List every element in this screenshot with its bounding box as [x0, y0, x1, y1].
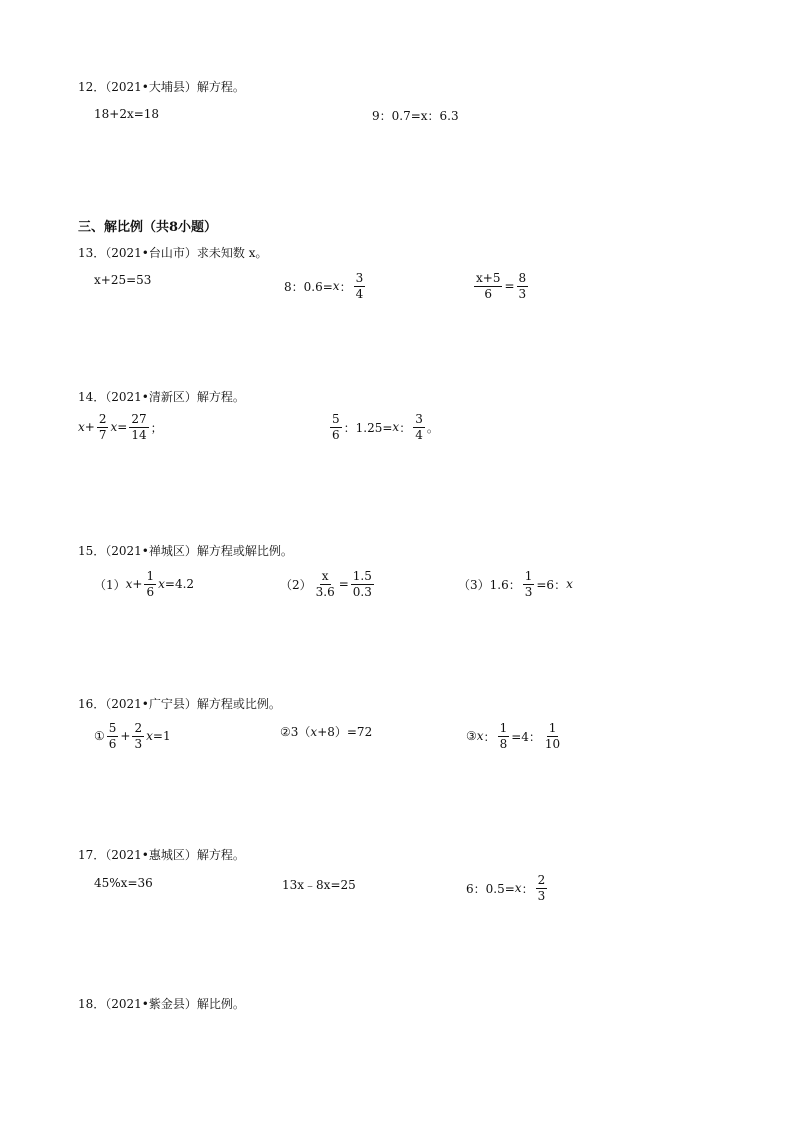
- fraction: $\frac{5}{6}$: [108, 721, 117, 751]
- fraction: $\frac{x}{3.6}$: [315, 569, 335, 599]
- q13-equation-2: 8：0.6= x ： $\frac{3}{4}$: [284, 271, 364, 301]
- q17-equation-3: 6：0.5= x ： $\frac{2}{3}$: [466, 873, 546, 903]
- section-3-heading: 三、解比例（共8小题）: [78, 220, 218, 235]
- question-15-title: 15．（2021•禅城区）解方程或解比例。: [78, 544, 293, 558]
- question-14-title: 14．（2021•清新区）解方程。: [78, 390, 245, 404]
- q15-equation-1: （1） x + $\frac{1}{6}$ x =4.2: [94, 569, 195, 599]
- q12-equation-2: 9：0.7=x：6.3: [372, 109, 459, 123]
- q14-equation-1: x + $\frac{2}{7}$ x = $\frac{27}{14}$ ；: [78, 412, 163, 442]
- q16-equation-2: ②3（ x +8）=72: [280, 724, 373, 739]
- q16-equation-1: ① $\frac{5}{6}$ + $\frac{2}{3}$ x =1: [94, 721, 171, 751]
- q15-equation-2: （2） $\frac{x}{3.6}$ = $\frac{1.5}{0.3}$: [280, 569, 372, 599]
- fraction: $\frac{2}{3}$: [134, 721, 143, 751]
- fraction: $\frac{8}{3}$: [518, 271, 527, 301]
- q14-equation-2: $\frac{5}{6}$ ：1.25= x ： $\frac{3}{4}$ 。: [332, 412, 439, 442]
- fraction: $\frac{5}{6}$: [332, 412, 340, 442]
- q15-equation-3: （3）1.6： $\frac{1}{3}$ =6： x: [458, 569, 573, 599]
- q13-equation-3: $\frac{x+5}{6}$ = $\frac{8}{3}$: [476, 271, 527, 301]
- fraction: $\frac{27}{14}$: [131, 412, 147, 442]
- question-16-title: 16．（2021•广宁县）解方程或比例。: [78, 697, 281, 711]
- fraction: $\frac{2}{3}$: [537, 873, 546, 903]
- q13-equation-1: x+25=53: [94, 273, 152, 287]
- fraction: $\frac{1}{10}$: [544, 721, 561, 751]
- question-12-title: 12．（2021•大埔县）解方程。: [78, 80, 245, 94]
- fraction: $\frac{1}{8}$: [499, 721, 508, 751]
- q17-equation-1: 45%x=36: [94, 876, 153, 890]
- fraction: $\frac{x+5}{6}$: [476, 271, 501, 301]
- fraction: $\frac{1}{3}$: [524, 569, 533, 599]
- q12-equation-1: 18+2x=18: [94, 107, 160, 121]
- fraction: $\frac{3}{4}$: [415, 412, 423, 442]
- q17-equation-2: 13x﹣8x=25: [282, 878, 356, 892]
- question-17-title: 17．（2021•惠城区）解方程。: [78, 848, 245, 862]
- q16-equation-3: ③ x ： $\frac{1}{8}$ =4： $\frac{1}{10}$: [466, 721, 561, 751]
- fraction: $\frac{3}{4}$: [355, 271, 364, 301]
- fraction: $\frac{2}{7}$: [98, 412, 107, 442]
- fraction: $\frac{1.5}{0.3}$: [352, 569, 372, 599]
- question-13-title: 13．（2021•台山市）求未知数 x。: [78, 246, 268, 260]
- question-18-title: 18．（2021•紫金县）解比例。: [78, 997, 245, 1011]
- fraction: $\frac{1}{6}$: [146, 569, 155, 599]
